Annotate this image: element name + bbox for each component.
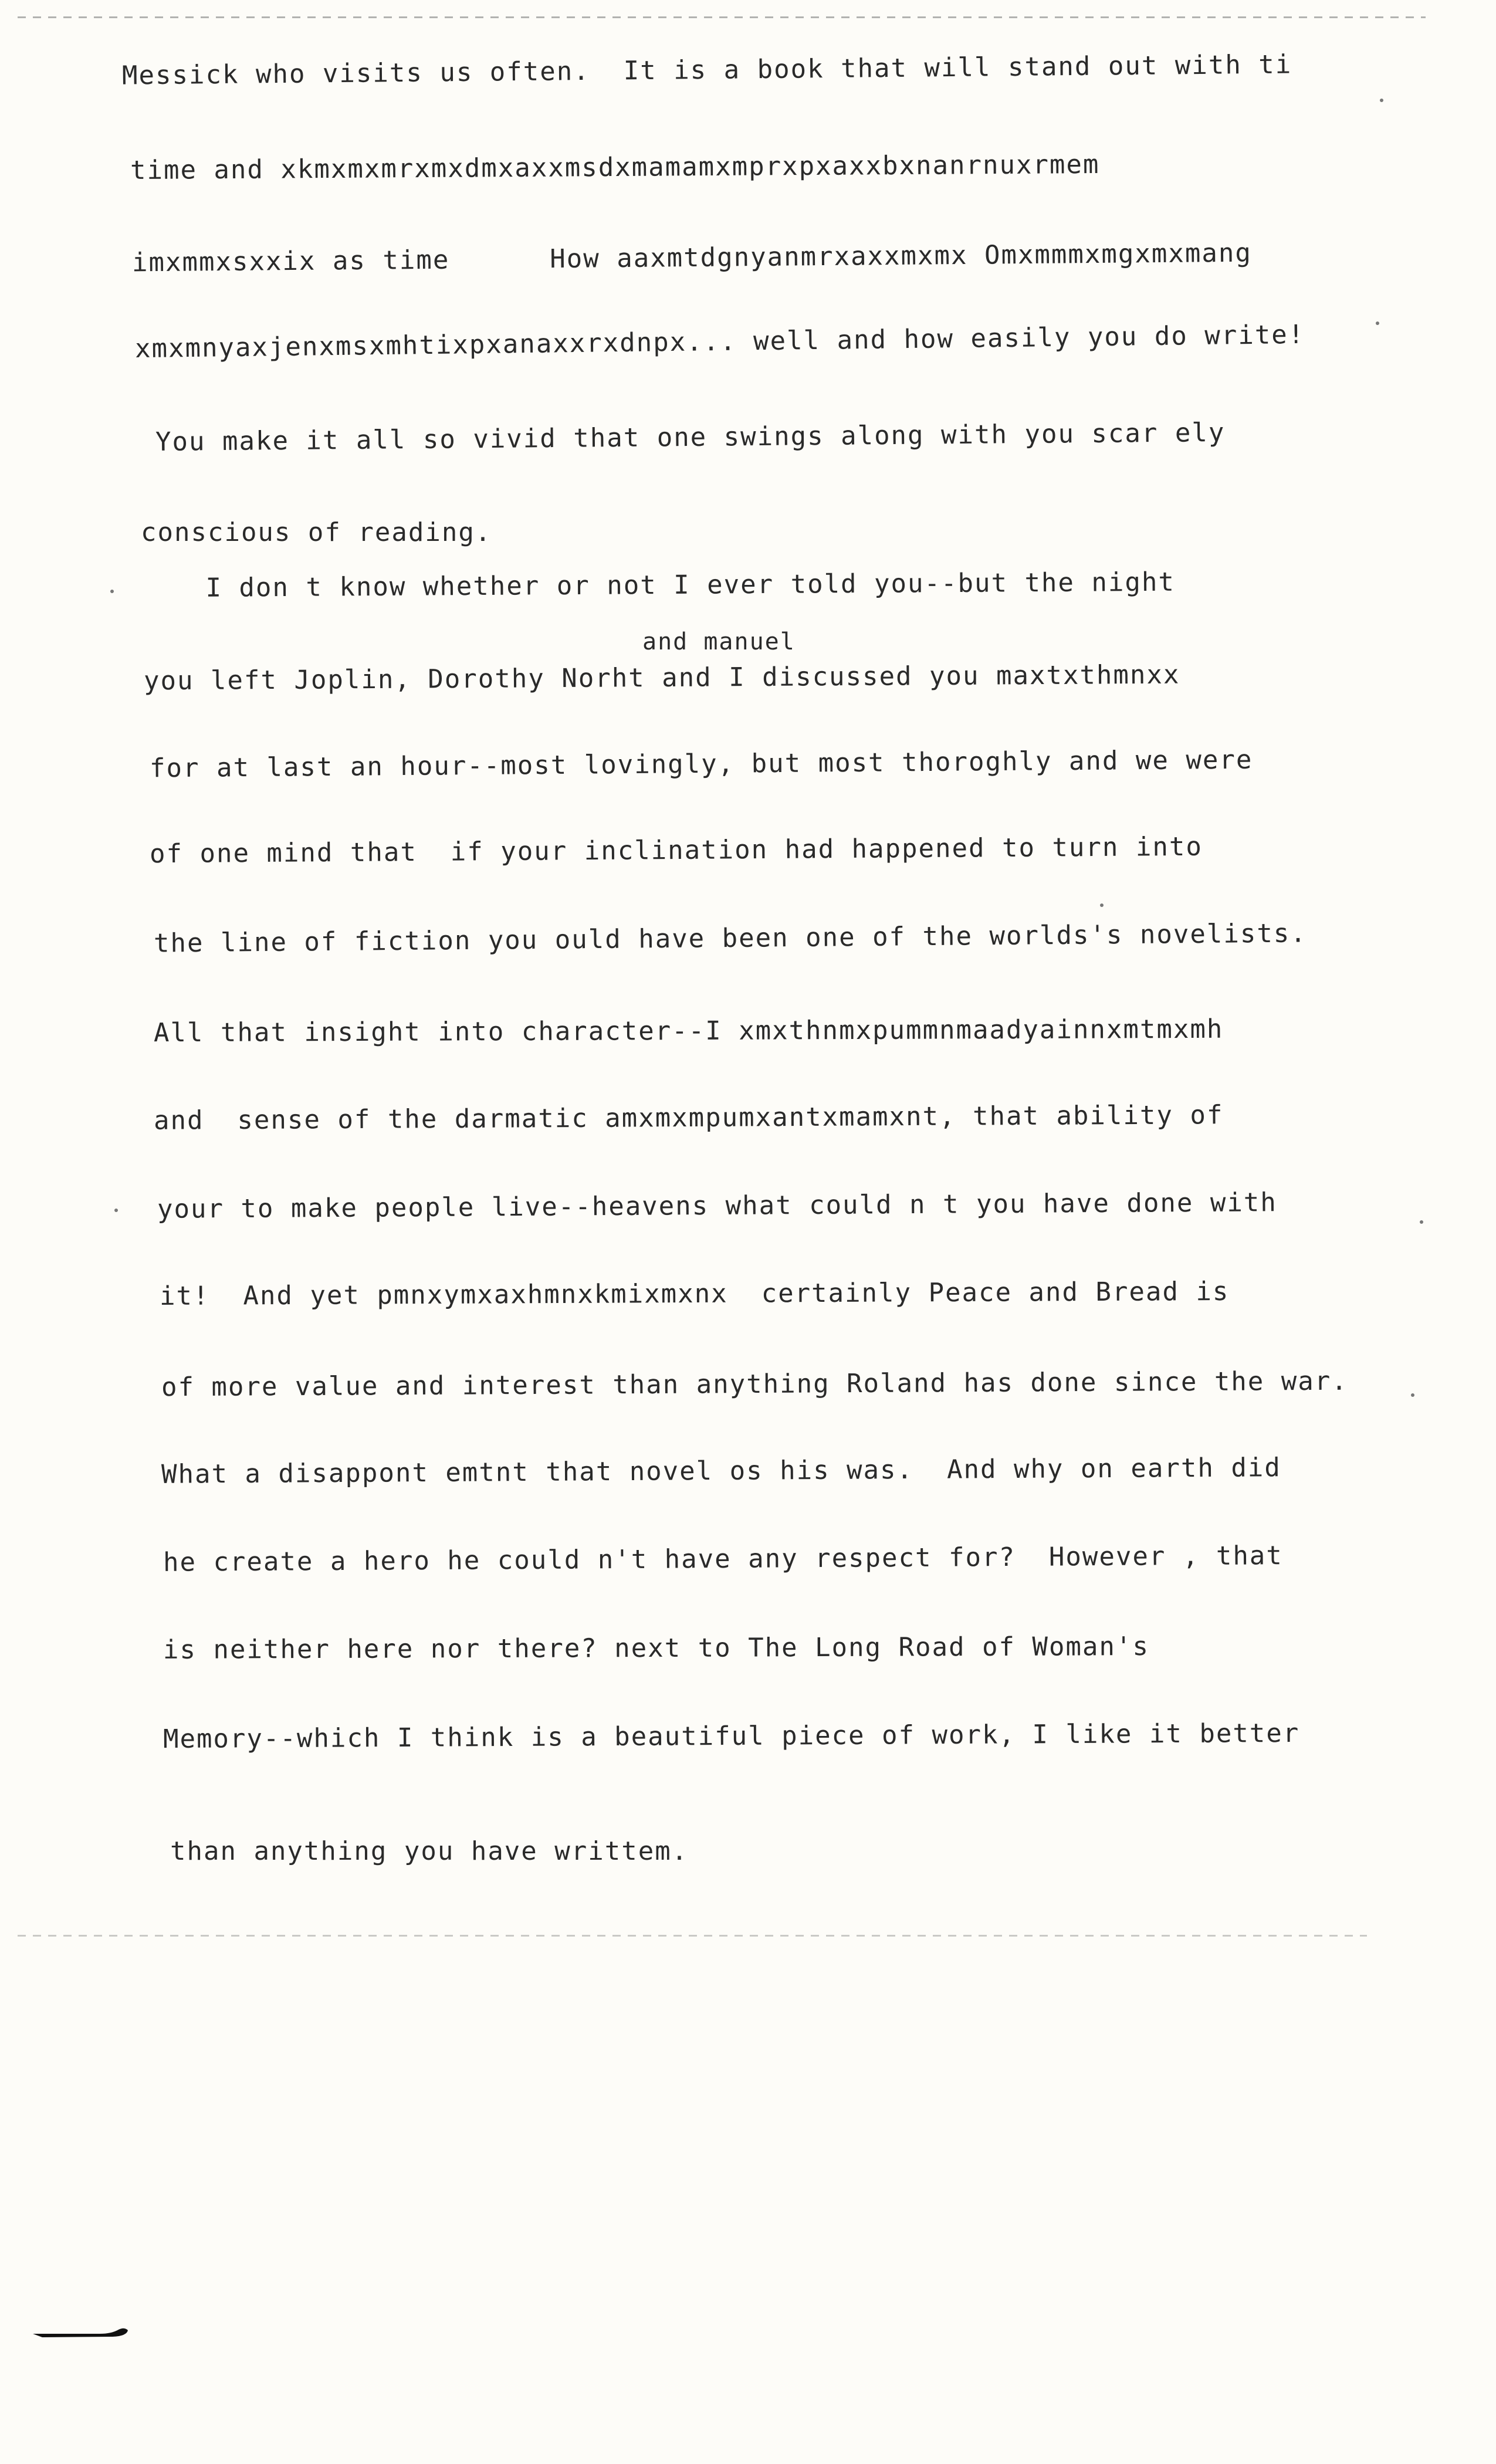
text-line-13: and sense of the darmatic amxmxmpumxantxmamxnt, that ability of [153,1100,1224,1136]
ink-speck [1420,1220,1423,1224]
top-paper-edge [18,16,1426,18]
handwritten-insertion: and manuel [642,628,796,655]
text-line-18: he create a hero he could n't have any respect for? However , that [163,1541,1283,1578]
text-line-9: for at last an hour--most lovingly, but most thoroghly and we were [149,744,1253,784]
text-line-2: time and xkmxmxmrxmxdmxaxxmsdxmamamxmprxpxaxxbxnanrnuxrmem [130,149,1100,186]
text-line-7: I don t know whether or not I ever told you--but the night [155,567,1176,604]
ink-speck [1411,1393,1414,1397]
text-line-3: imxmmxsxxix as time How aaxmtdgnyanmrxaxxmxmx Omxmmmxmgxmxmang [131,238,1253,278]
bottom-fold-edge [18,1935,1367,1937]
ink-speck [1100,903,1104,907]
text-line-4: xmxmnyaxjenxmsxmhtixpxanaxxrxdnpx... well and how easily you do write! [134,319,1305,364]
ink-speck [1380,99,1383,102]
text-line-21: than anything you have writtem. [170,1836,689,1866]
margin-ink-mark [31,2322,130,2341]
text-line-17: What a disappont emtnt that novel os his was. And why on earth did [161,1453,1281,1490]
text-line-15: it! And yet pmnxymxaxhmnxkmixmxnx certainly Peace and Bread is [159,1277,1230,1311]
text-line-11: the line of fiction you ould have been one of the worlds's novelists. [153,918,1308,959]
ink-speck [114,1209,118,1212]
text-line-10: of one mind that if your inclination had happened to turn into [149,831,1203,869]
text-line-16: of more value and interest than anything Roland has done since the war. [161,1366,1348,1403]
text-line-6: conscious of reading. [141,517,492,547]
text-line-14: your to make people live--heavens what could n t you have done with [157,1187,1277,1224]
ink-speck [110,590,114,593]
text-line-20: Memory--which I think is a beautiful piece of work, I like it better [163,1718,1300,1755]
text-line-8: you left Joplin, Dorothy Norht and I discussed you maxtxthmnxx [143,659,1180,696]
text-line-12: All that insight into character--I xmxthnmxpummnmaadyainnxmtmxmh [153,1014,1224,1048]
text-line-19: is neither here nor there? next to The Long Road of Woman's [163,1632,1150,1665]
text-line-1: Messick who visits us often. It is a book that will stand out with ti [121,49,1292,91]
text-line-5: You make it all so vivid that one swings along with you scar ely [155,418,1226,457]
ink-speck [1376,321,1379,325]
